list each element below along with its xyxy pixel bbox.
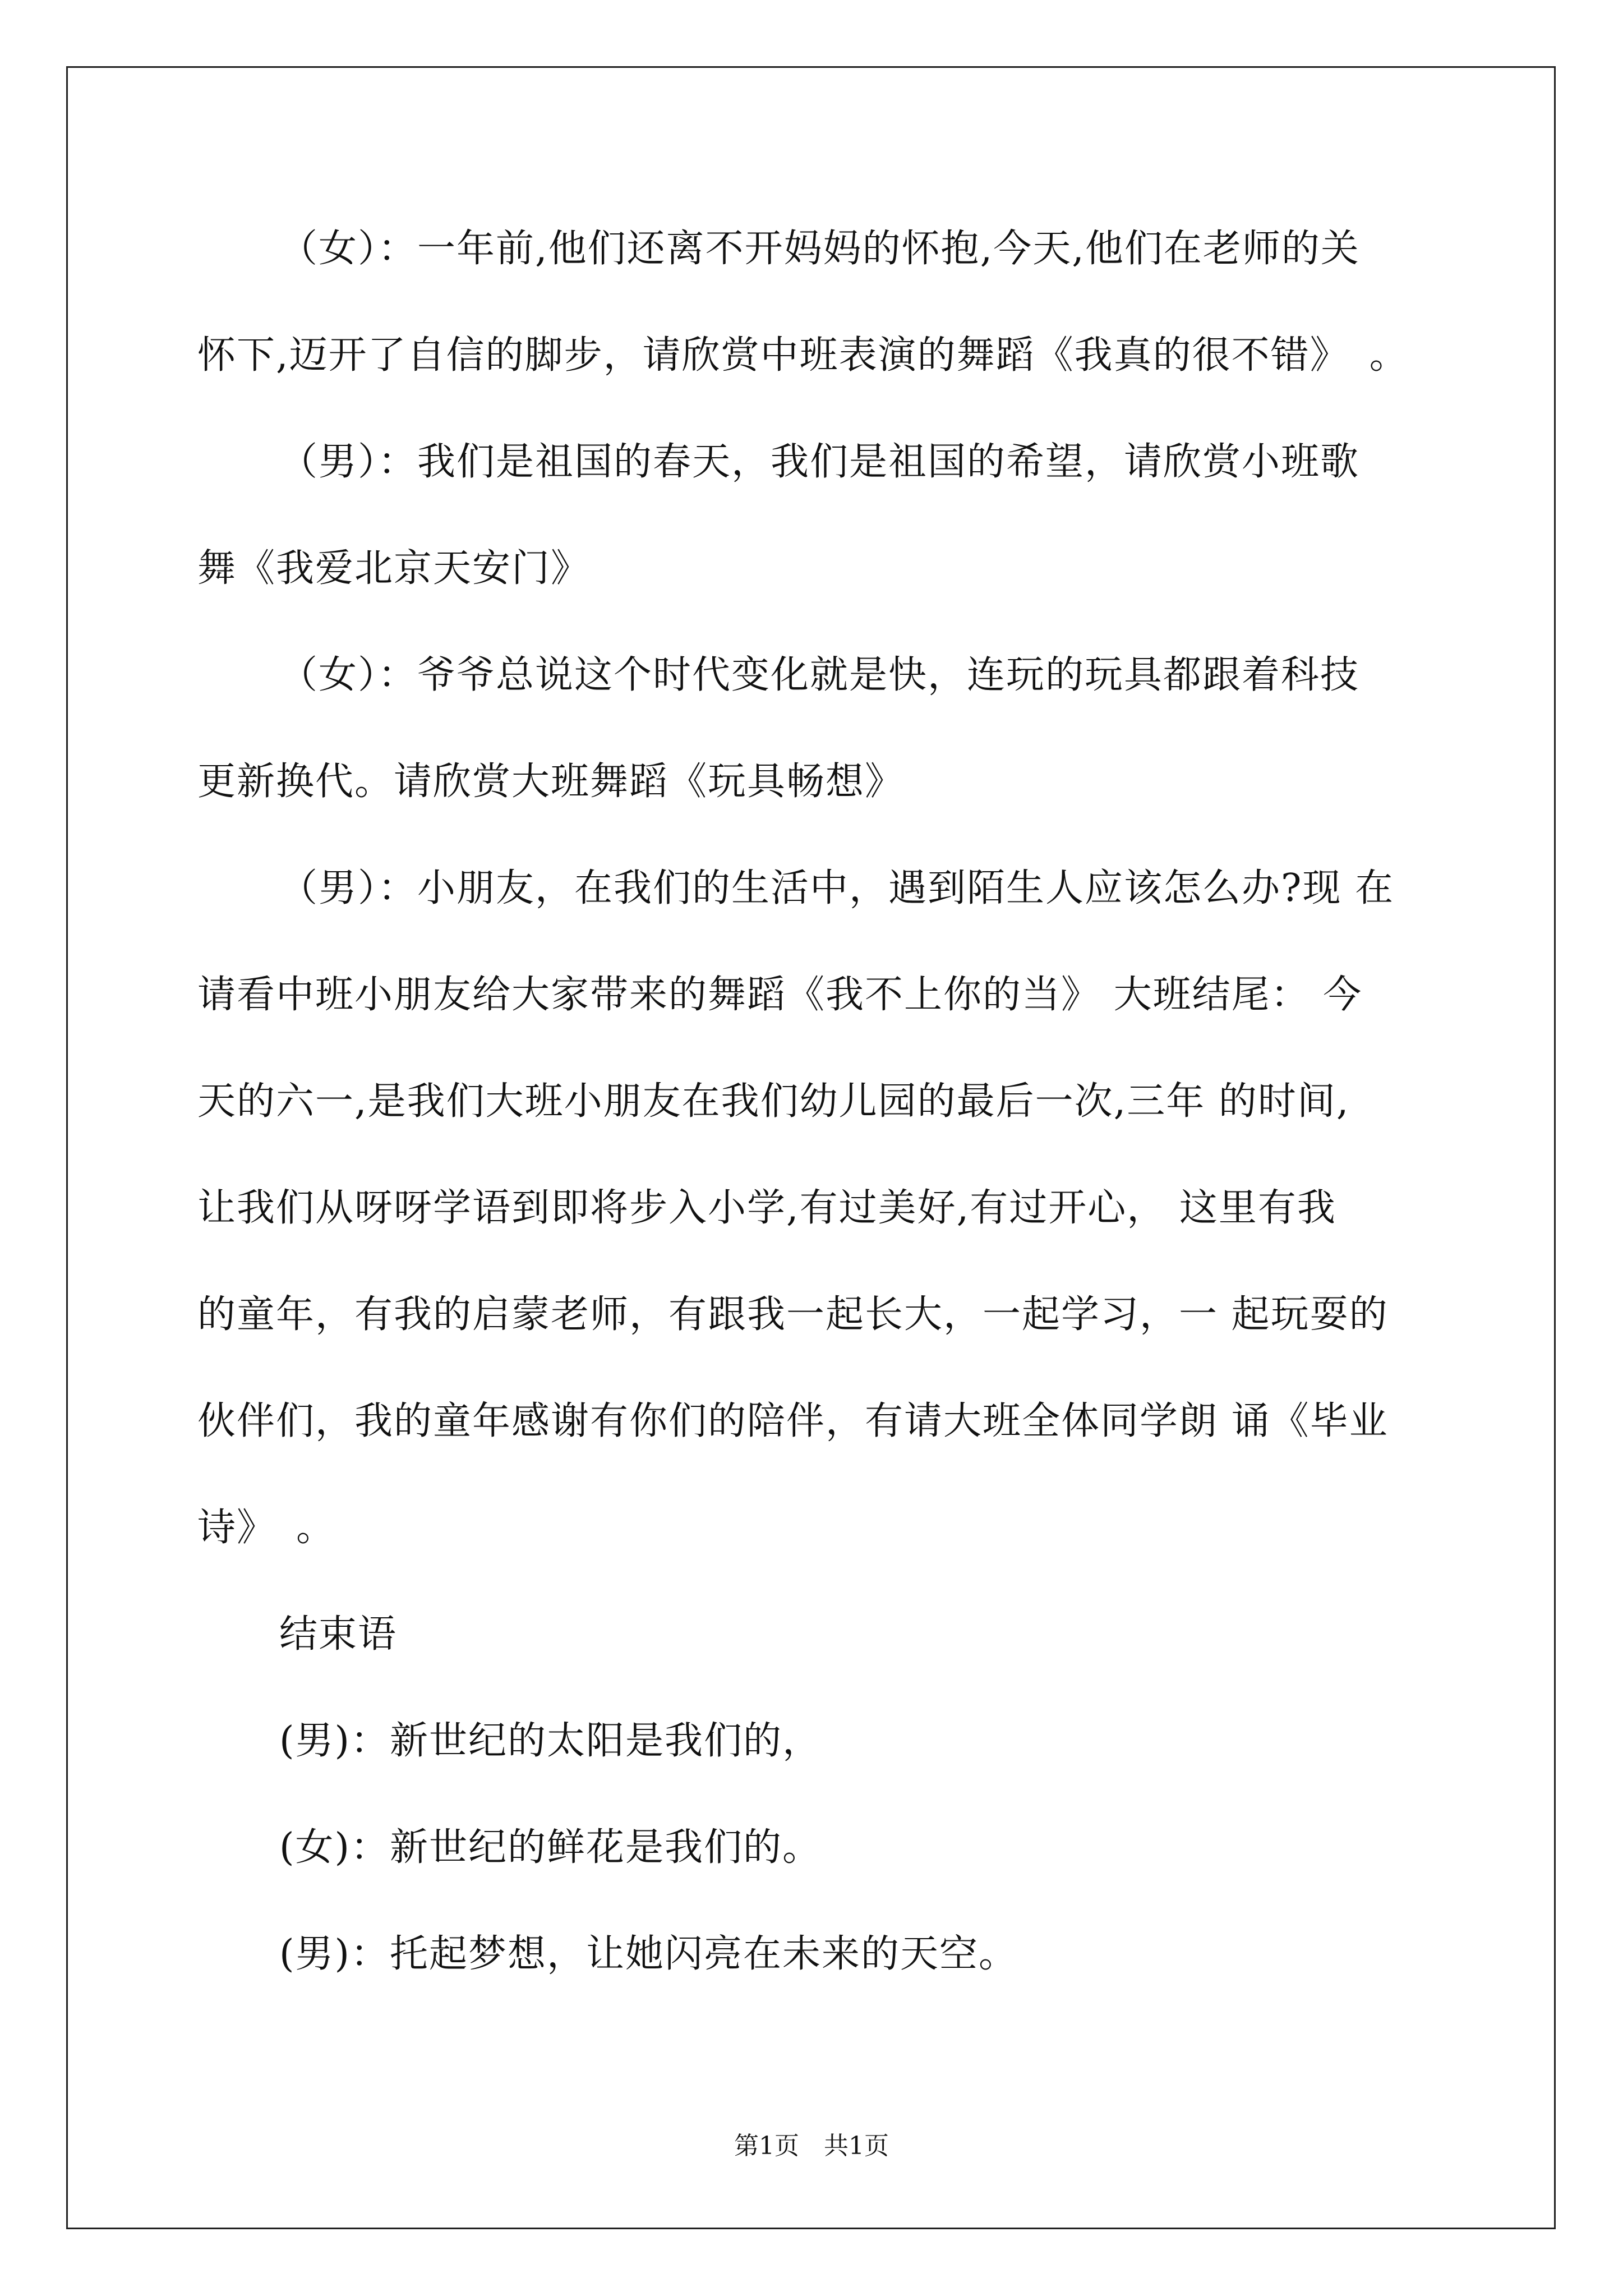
page-border: [66, 66, 1556, 2229]
text-line: （女）：一年前,他们还离不开妈妈的怀抱,今天,他们在老师的关: [279, 227, 1360, 271]
text-line: (男)：新世纪的太阳是我们的，: [279, 1719, 822, 1763]
text-line: (男)：托起梦想，让她闪亮在未来的天空。: [279, 1932, 1018, 1976]
page-footer: 第1页 共1页: [734, 2132, 889, 2160]
text-line: 让我们从呀呀学语到即将步入小学,有过美好,有过开心， 这里有我: [197, 1186, 1336, 1230]
text-line: （男）：我们是祖国的春天，我们是祖国的希望，请欣赏小班歌: [279, 440, 1360, 484]
section-heading: 结束语: [279, 1612, 398, 1657]
text-line: 怀下,迈开了自信的脚步，请欣赏中班表演的舞蹈《我真的很不错》 。: [197, 333, 1409, 378]
text-line: 更新换代。请欣赏大班舞蹈《玩具畅想》: [197, 760, 905, 804]
text-line: 的童年，有我的启蒙老师，有跟我一起长大，一起学习，一 起玩耍的: [197, 1292, 1389, 1337]
text-line: 天的六一,是我们大班小朋友在我们幼儿园的最后一次,三年 的时间,: [197, 1079, 1350, 1124]
text-line: （男）：小朋友，在我们的生活中，遇到陌生人应该怎么办?现 在: [279, 866, 1395, 910]
text-line: 请看中班小朋友给大家带来的舞蹈《我不上你的当》 大班结尾： 今: [197, 973, 1363, 1017]
text-line: (女)：新世纪的鲜花是我们的。: [279, 1825, 822, 1870]
text-line: 舞《我爱北京天安门》: [197, 546, 591, 591]
text-line: 伙伴们，我的童年感谢有你们的陪伴，有请大班全体同学朗 诵《毕业: [197, 1399, 1389, 1443]
text-line: 诗》 。: [197, 1506, 336, 1550]
text-line: （女）：爷爷总说这个时代变化就是快，连玩的玩具都跟着科技: [279, 653, 1360, 697]
